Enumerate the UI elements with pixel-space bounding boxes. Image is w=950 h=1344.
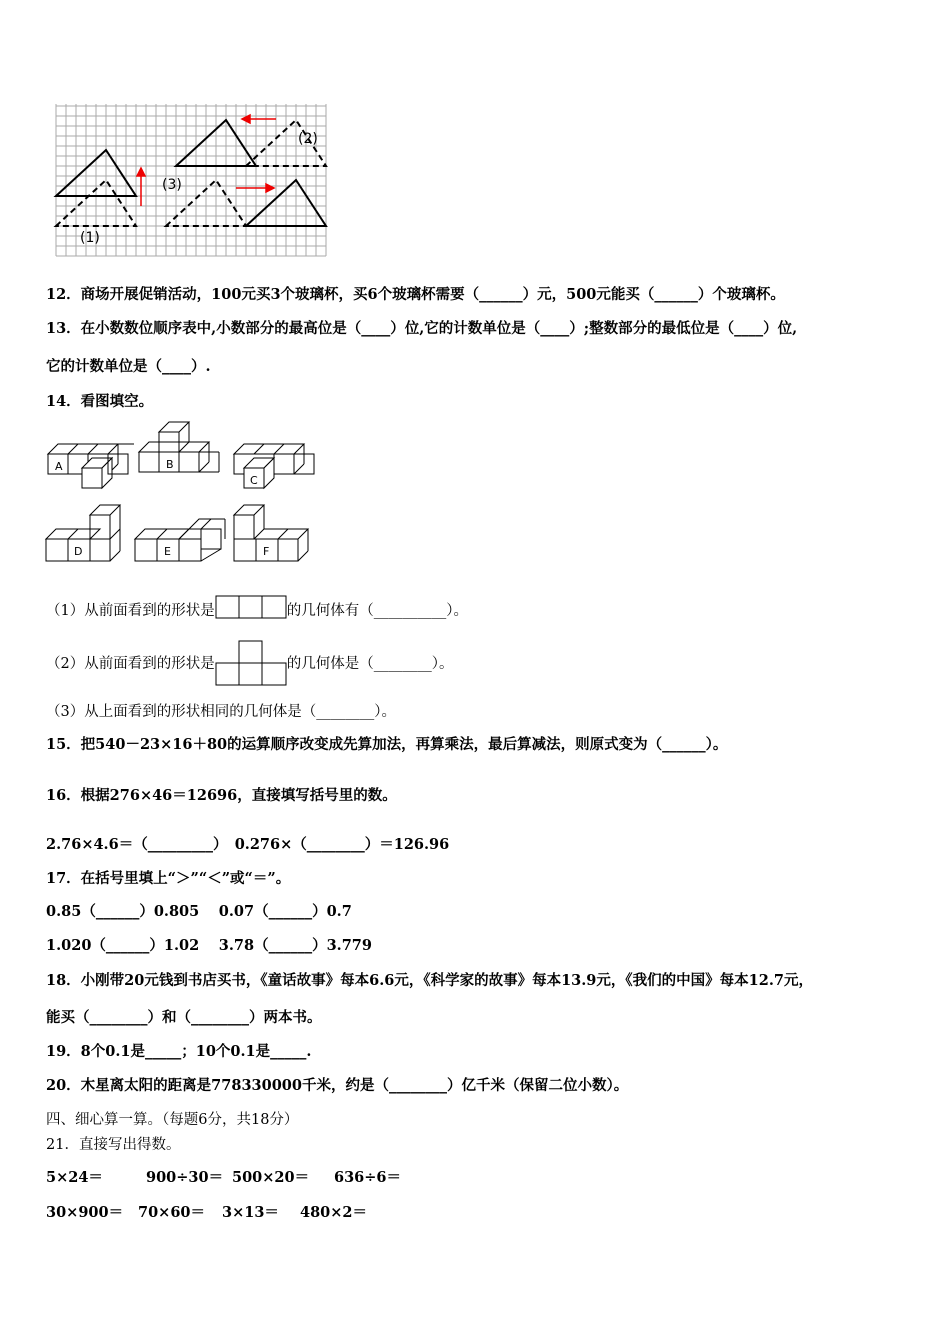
solid-d: [42, 503, 132, 565]
question-19: 19．8个0.1是_____；10个0.1是_____.: [46, 1043, 312, 1060]
solid-d-label: D: [74, 545, 83, 558]
calc-item: 3×13＝: [222, 1204, 279, 1221]
question-14-3: （3）从上面看到的形状相同的几何体是（________）。: [46, 704, 396, 720]
solid-f: [230, 503, 320, 565]
solid-b-label: B: [166, 458, 174, 471]
question-14-1: [46, 595, 468, 621]
section-4-heading: 四、细心算一算。（每题6分，共18分）: [46, 1112, 299, 1128]
translation-grid-figure: [50, 100, 330, 260]
question-14: 14．看图填空。: [46, 393, 154, 410]
question-14-2: [46, 640, 453, 686]
solid-a-label: A: [55, 460, 63, 473]
question-18-line1: 18．小刚带20元钱到书店买书，《童话故事》每本6.6元，《科学家的故事》每本13.9元，《我们的中国》每本12.7元，: [46, 972, 813, 989]
solid-a: [44, 438, 134, 490]
label-2: (2): [298, 131, 318, 147]
calc-row-1: [46, 1168, 401, 1188]
question-13-line2: 它的计数单位是（____）.: [46, 358, 211, 375]
calc-item: 636÷6＝: [334, 1169, 402, 1186]
question-17-row2: 1.020（______）1.02 3.78（______）3.779: [46, 937, 372, 954]
q14-1-suffix: 的几何体有（__________）。: [286, 603, 468, 619]
solid-e: [131, 513, 231, 565]
label-3: (3): [162, 177, 182, 193]
calc-item: 30×900＝: [46, 1204, 124, 1221]
calc-item: 70×60＝: [138, 1204, 206, 1221]
question-20: 20．木星离太阳的距离是778330000千米，约是（________）亿千米（保留二位小数）。: [46, 1077, 629, 1094]
q14-2-prefix: （2）从前面看到的形状是: [46, 656, 215, 672]
calc-item: 500×20＝: [232, 1169, 310, 1186]
question-16: 16．根据276×46＝12696，直接填写括号里的数。: [46, 787, 397, 804]
q14-1-prefix: （1）从前面看到的形状是: [46, 603, 215, 619]
question-12: 12．商场开展促销活动，100元买3个玻璃杯，买6个玻璃杯需要（______）元，500元能买（______）个玻璃杯。: [46, 286, 785, 303]
calc-item: 900÷30＝: [146, 1169, 224, 1186]
question-17: 17．在括号里填上“＞”“＜”或“＝”。: [46, 870, 291, 887]
solid-c: [230, 438, 320, 490]
solid-e-label: E: [164, 545, 171, 558]
front-view-three-in-row: [215, 595, 287, 619]
solid-b: [135, 418, 225, 480]
question-21: 21．直接写出得数。: [46, 1137, 181, 1153]
question-18-line2: 能买（________）和（________）两本书。: [46, 1009, 322, 1026]
question-16-items: 2.76×4.6＝（_________） 0.276×（________）＝126.96: [46, 836, 450, 853]
q14-2-suffix: 的几何体是（________）。: [286, 656, 454, 672]
calc-row-2: [46, 1203, 367, 1223]
question-17-row1: 0.85（______）0.805 0.07（______）0.7: [46, 903, 352, 920]
calc-item: 5×24＝: [46, 1169, 103, 1186]
label-1: (1): [80, 230, 100, 246]
front-view-t-shape: [215, 640, 287, 686]
calc-item: 480×2＝: [300, 1204, 368, 1221]
question-15: 15．把540－23×16＋80的运算顺序改变成先算加法，再算乘法，最后算减法，则原式变为（______）。: [46, 736, 728, 753]
solid-c-label: C: [250, 474, 258, 487]
question-13-line1: 13．在小数数位顺序表中,小数部分的最高位是（____）位,它的计数单位是（____）;整数部分的最低位是（____）位,: [46, 320, 798, 337]
solid-f-label: F: [263, 545, 270, 558]
